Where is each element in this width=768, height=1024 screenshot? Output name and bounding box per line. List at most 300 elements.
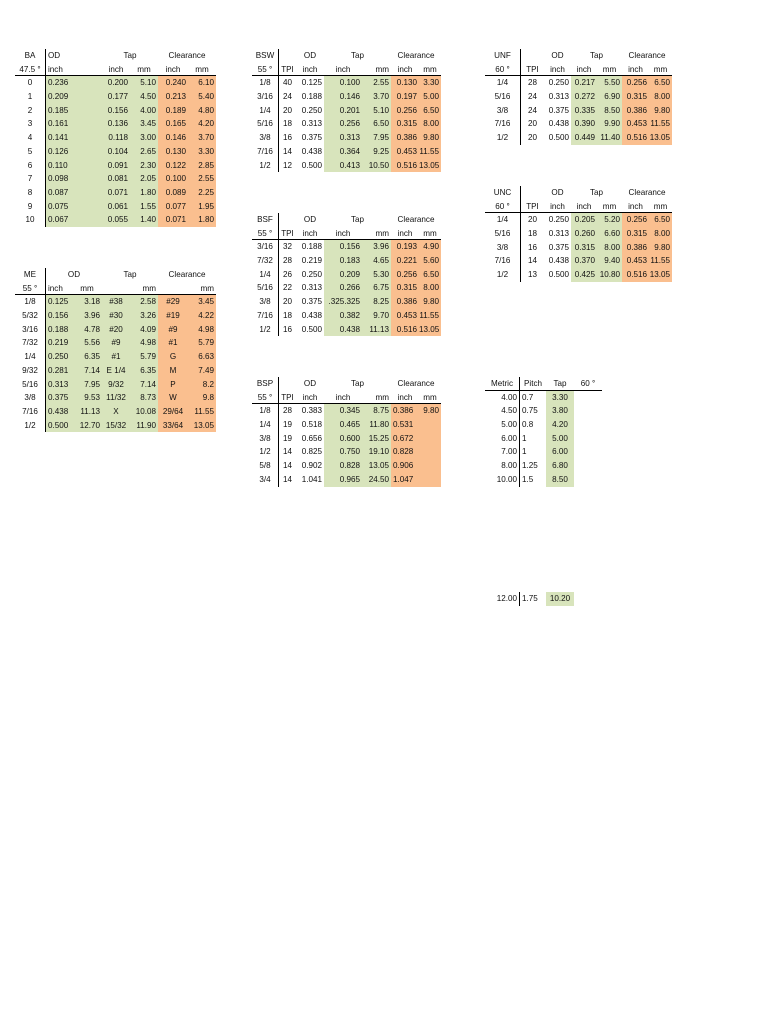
table-cell: 0.516 xyxy=(391,159,419,173)
table-cell: 0.750 xyxy=(324,445,362,459)
table-cell: 0.390 xyxy=(571,117,597,131)
header-tap: Tap xyxy=(589,188,604,197)
table-cell: 1.047 xyxy=(391,473,419,487)
table-cell: 1.55 xyxy=(130,200,158,214)
table-cell: 5.79 xyxy=(188,336,216,350)
table-cell: 9.80 xyxy=(649,241,672,255)
table-cell: 0.185 xyxy=(45,104,102,118)
subheader-mm: mm xyxy=(130,63,158,77)
table-cell: 2.58 xyxy=(130,295,158,309)
table-row xyxy=(485,76,672,90)
subheader-row xyxy=(485,200,672,214)
header-bsw: BSW xyxy=(255,51,275,60)
table-cell: 24 xyxy=(520,104,544,118)
table-cell: 5.10 xyxy=(130,76,158,90)
table-cell: 0.188 xyxy=(45,323,72,337)
table-cell: 0.177 xyxy=(102,90,130,104)
table-cell: 7 xyxy=(27,174,33,184)
table-cell: 4.20 xyxy=(188,117,216,131)
header-blank xyxy=(278,49,296,63)
subheader-tpi: TPI xyxy=(278,391,296,405)
table-cell: 5/16 xyxy=(22,379,38,389)
table-cell: 0.089 xyxy=(158,186,188,200)
table-cell: 7/16 xyxy=(494,256,511,266)
table-cell: #1 xyxy=(158,336,188,350)
table-cell: 10.50 xyxy=(362,159,391,173)
table-row xyxy=(252,323,441,337)
table-cell: 11/32 xyxy=(102,391,130,405)
table-cell: 0.500 xyxy=(301,160,322,170)
table-row xyxy=(15,104,216,118)
table-row xyxy=(485,131,672,145)
header-blank xyxy=(520,49,544,63)
table-cell: 5.00 xyxy=(501,420,517,430)
table-row xyxy=(485,117,672,131)
table-cell: 3/8 xyxy=(259,297,271,307)
header-tap: Tap xyxy=(123,270,137,279)
table-cell: 3.45 xyxy=(188,295,216,309)
table-cell: 0.250 xyxy=(301,269,322,279)
subheader-tpi: TPI xyxy=(520,63,544,77)
table-cell: 0.449 xyxy=(571,131,597,145)
table-cell: 0.136 xyxy=(102,117,130,131)
table-cell: 5.20 xyxy=(597,213,622,227)
table-cell: 2.30 xyxy=(130,159,158,173)
subheader-mm: mm xyxy=(362,227,391,241)
table-cell: 10.00 xyxy=(496,474,517,484)
table-cell: #1 xyxy=(102,350,130,364)
header-tap: Tap xyxy=(350,215,365,224)
table-cell: 12 xyxy=(278,159,296,173)
table-cell: 0.061 xyxy=(102,200,130,214)
subheader-inch: inch xyxy=(324,227,362,241)
table-cell: 1 xyxy=(27,92,33,102)
table-row xyxy=(485,432,602,446)
table-row xyxy=(485,268,672,282)
table-cell: 0.313 xyxy=(301,119,322,129)
table-row xyxy=(485,445,602,459)
header-blank xyxy=(278,377,296,391)
header-unf: UNF xyxy=(494,51,511,60)
table-cell: 1/4 xyxy=(496,78,509,88)
table-row xyxy=(485,391,602,405)
table-cell: 1/8 xyxy=(24,297,36,307)
table-cell: 2.55 xyxy=(188,172,216,186)
table-cell: 5.00 xyxy=(419,90,441,104)
header-od: OD xyxy=(45,268,102,282)
header-row xyxy=(252,213,441,227)
table-cell: 0.375 xyxy=(548,242,569,252)
header-bsf: BSF xyxy=(257,215,273,224)
subheader-blank xyxy=(158,282,188,296)
table-cell: 13.05 xyxy=(419,159,441,173)
table-cell: 1/4 xyxy=(259,420,271,430)
table-cell: 6.63 xyxy=(188,350,216,364)
bsw-thread-table xyxy=(252,49,441,172)
table-cell: 8.50 xyxy=(546,473,574,487)
table-cell: 0.077 xyxy=(158,200,188,214)
subheader-row xyxy=(252,63,441,77)
subheader-row xyxy=(15,63,216,77)
table-cell: 7/32 xyxy=(257,256,273,266)
subheader-tpi: TPI xyxy=(278,63,296,77)
table-cell: 0.370 xyxy=(571,254,597,268)
table-cell: 7.14 xyxy=(72,364,102,378)
table-cell: 3/16 xyxy=(22,324,38,334)
table-cell: 0.315 xyxy=(391,281,419,295)
table-cell: 9.90 xyxy=(597,117,622,131)
table-cell: 8.00 xyxy=(419,281,441,295)
table-row xyxy=(15,213,216,227)
table-cell: 13.05 xyxy=(649,131,672,145)
table-cell: 12.70 xyxy=(72,419,102,433)
table-cell: 0.188 xyxy=(301,92,322,102)
table-cell: 3.45 xyxy=(130,117,158,131)
table-cell: 0.240 xyxy=(158,76,188,90)
table-row xyxy=(15,145,216,159)
table-cell: 6.50 xyxy=(419,268,441,282)
table-cell: 32 xyxy=(278,240,296,254)
table-row xyxy=(252,131,441,145)
table-cell: 29/64 xyxy=(158,405,188,419)
table-cell: 0.315 xyxy=(622,227,649,241)
header-od: OD xyxy=(551,188,564,197)
table-cell: 0.375 xyxy=(45,391,72,405)
header-blank xyxy=(520,186,544,200)
header-clearance: Clearance xyxy=(397,51,435,60)
table-cell: 9 xyxy=(27,201,33,211)
table-cell: 0.130 xyxy=(391,76,419,90)
table-cell: 0.438 xyxy=(548,256,569,266)
subheader-inch: inch xyxy=(544,200,571,214)
table-cell: 0.125 xyxy=(301,78,322,88)
table-cell: 5.50 xyxy=(597,76,622,90)
subheader-mm: mm xyxy=(419,227,441,241)
table-cell: 0.386 xyxy=(391,404,419,418)
table-cell: 3.70 xyxy=(188,131,216,145)
table-cell: 0.100 xyxy=(158,172,188,186)
table-cell: 1/4 xyxy=(24,352,36,362)
table-cell: 0 xyxy=(27,78,33,88)
subheader-inch: inch xyxy=(571,63,597,77)
table-row xyxy=(15,309,216,323)
table-cell: 0.906 xyxy=(391,459,419,473)
table-cell: 7.95 xyxy=(362,131,391,145)
table-row xyxy=(15,364,216,378)
table-row xyxy=(15,323,216,337)
table-cell: 15.25 xyxy=(362,432,391,446)
table-cell: 0.110 xyxy=(45,159,102,173)
subheader-60: 60 ° xyxy=(485,63,520,77)
table-cell: 0.375 xyxy=(301,133,322,143)
subheader-blank xyxy=(102,282,130,296)
table-cell: 11.55 xyxy=(188,405,216,419)
subheader-inch: inch xyxy=(324,391,362,405)
table-cell: 24.50 xyxy=(362,473,391,487)
table-cell: 0.219 xyxy=(301,256,322,266)
table-cell: 0.531 xyxy=(391,418,419,432)
table-cell: 0.205 xyxy=(571,213,597,227)
table-cell: 0.250 xyxy=(548,215,569,225)
table-cell: 0.189 xyxy=(158,104,188,118)
table-cell: 0.313 xyxy=(324,131,362,145)
subheader-55: 55 ° xyxy=(252,227,278,241)
table-cell: .325.325 xyxy=(324,295,362,309)
table-row xyxy=(485,473,602,487)
table-cell: 2.05 xyxy=(130,172,158,186)
table-cell: 3.30 xyxy=(419,76,441,90)
table-cell: 8.73 xyxy=(130,391,158,405)
table-cell: 0.100 xyxy=(324,76,362,90)
table-cell: 0.386 xyxy=(391,131,419,145)
table-cell: 3/8 xyxy=(259,433,271,443)
subheader-mm: mm xyxy=(130,282,158,296)
table-cell: 0.091 xyxy=(102,159,130,173)
subheader-55: 55 ° xyxy=(252,391,278,405)
table-cell: 0.965 xyxy=(324,473,362,487)
table-cell: 5.10 xyxy=(362,104,391,118)
table-cell: 16 xyxy=(278,131,296,145)
table-cell: 0.250 xyxy=(45,350,72,364)
subheader-55: 55 ° xyxy=(15,282,45,296)
table-cell: 3.18 xyxy=(72,295,102,309)
table-cell: 0.828 xyxy=(391,445,419,459)
table-cell: 0.313 xyxy=(301,283,322,293)
subheader-mm: mm xyxy=(72,282,102,296)
table-cell: 5/16 xyxy=(494,229,511,239)
table-cell: 0.8 xyxy=(519,418,546,432)
table-cell: 11.55 xyxy=(419,309,441,323)
table-cell: 20 xyxy=(520,117,544,131)
table-cell: 0.104 xyxy=(102,145,130,159)
table-row xyxy=(485,592,574,606)
ba-thread-table xyxy=(15,49,216,227)
table-cell: 0.200 xyxy=(102,76,130,90)
table-cell: 0.256 xyxy=(622,76,649,90)
table-cell: 5.60 xyxy=(419,254,441,268)
header-row xyxy=(15,268,216,282)
table-row xyxy=(15,378,216,392)
table-cell: #19 xyxy=(158,309,188,323)
subheader-mm: mm xyxy=(419,63,441,77)
table-cell: 9.80 xyxy=(419,295,441,309)
table-cell: 0.098 xyxy=(45,172,102,186)
table-cell: 0.382 xyxy=(324,309,362,323)
header-clearance: Clearance xyxy=(168,51,206,60)
table-cell: 9.70 xyxy=(362,309,391,323)
table-cell: 0.260 xyxy=(571,227,597,241)
table-cell: 0.146 xyxy=(158,131,188,145)
table-cell: 0.364 xyxy=(324,145,362,159)
table-cell: #29 xyxy=(158,295,188,309)
table-cell: 20 xyxy=(278,104,296,118)
subheader-mm: mm xyxy=(649,63,672,77)
table-row xyxy=(15,90,216,104)
table-cell: 0.256 xyxy=(622,213,649,227)
subheader-inch: inch xyxy=(622,63,649,77)
table-cell: 0.067 xyxy=(45,213,102,227)
table-cell: 0.201 xyxy=(324,104,362,118)
subheader-row xyxy=(252,391,441,405)
table-cell: 0.335 xyxy=(571,104,597,118)
table-cell: 0.313 xyxy=(548,229,569,239)
subheader-mm: mm xyxy=(597,63,622,77)
table-cell: 0.453 xyxy=(622,254,649,268)
header-clearance: Clearance xyxy=(628,51,666,60)
table-cell: G xyxy=(158,350,188,364)
table-cell: 7.14 xyxy=(130,378,158,392)
table-cell: 0.453 xyxy=(622,117,649,131)
table-cell: 1.5 xyxy=(519,473,546,487)
table-cell: 1/2 xyxy=(259,324,271,334)
table-cell: 0.071 xyxy=(102,186,130,200)
table-cell: 0.272 xyxy=(571,90,597,104)
table-cell: 3.96 xyxy=(72,309,102,323)
table-row xyxy=(15,295,216,309)
table-cell: 18 xyxy=(278,309,296,323)
header-row xyxy=(252,49,441,63)
table-cell: 10 xyxy=(25,215,35,225)
table-cell: 0.672 xyxy=(391,432,419,446)
table-cell: 0.500 xyxy=(548,133,569,143)
table-cell: 1/8 xyxy=(259,78,271,88)
subheader-mm: mm xyxy=(362,391,391,405)
table-cell: 6 xyxy=(27,160,33,170)
subheader-tpi: TPI xyxy=(520,200,544,214)
table-cell: 33/64 xyxy=(158,419,188,433)
table-row xyxy=(252,432,441,446)
table-cell: 1.40 xyxy=(130,213,158,227)
table-cell: 0.516 xyxy=(622,131,649,145)
table-cell: 0.438 xyxy=(324,323,362,337)
subheader-inch: inch xyxy=(324,63,362,77)
subheader-tpi: TPI xyxy=(278,227,296,241)
table-cell: 6.00 xyxy=(501,433,517,443)
table-cell: 7.49 xyxy=(188,364,216,378)
table-cell: E 1/4 xyxy=(102,364,130,378)
table-cell: 9.80 xyxy=(419,131,441,145)
subheader-inch: inch xyxy=(45,63,102,77)
table-cell: 20 xyxy=(278,295,296,309)
table-cell: 4.09 xyxy=(130,323,158,337)
table-cell: 0.902 xyxy=(301,461,322,471)
table-row xyxy=(485,254,672,268)
table-cell: #9 xyxy=(158,323,188,337)
table-cell: 0.236 xyxy=(45,76,102,90)
table-cell: 0.125 xyxy=(45,295,72,309)
table-cell: 13 xyxy=(520,268,544,282)
table-cell: 8.2 xyxy=(188,378,216,392)
header-tap: Tap xyxy=(350,379,365,388)
header-row xyxy=(485,49,672,63)
table-cell: 5.79 xyxy=(130,350,158,364)
table-cell: 8.75 xyxy=(362,404,391,418)
subheader-inch: inch xyxy=(102,63,130,77)
table-row xyxy=(252,104,441,118)
table-cell: 5/32 xyxy=(22,311,38,321)
table-cell: 1.80 xyxy=(130,186,158,200)
table-cell: 6.00 xyxy=(546,445,574,459)
table-cell: 4.65 xyxy=(362,254,391,268)
header-od: OD xyxy=(303,51,317,60)
table-cell: 14 xyxy=(278,459,296,473)
table-cell: 0.209 xyxy=(324,268,362,282)
table-cell: 0.126 xyxy=(45,145,102,159)
subheader-inch: inch xyxy=(544,63,571,77)
metric-extra-row-block xyxy=(485,592,574,606)
table-cell: P xyxy=(158,378,188,392)
table-cell: 8.00 xyxy=(501,461,517,471)
table-cell: 0.219 xyxy=(45,336,72,350)
bsp-thread-table xyxy=(252,377,441,487)
table-cell: 8.25 xyxy=(362,295,391,309)
table-cell: 8.00 xyxy=(597,241,622,255)
table-cell: 1.80 xyxy=(188,213,216,227)
table-cell: 0.256 xyxy=(391,104,419,118)
header-60: 60 ° xyxy=(574,377,602,391)
table-cell: 0.600 xyxy=(324,432,362,446)
bsf-thread-table xyxy=(252,213,441,336)
table-cell: 0.516 xyxy=(622,268,649,282)
header-unc: UNC xyxy=(493,188,512,197)
table-cell: 0.75 xyxy=(519,404,546,418)
table-cell: 1 xyxy=(519,432,546,446)
table-cell: 3/8 xyxy=(496,105,509,115)
table-cell: 13.05 xyxy=(362,459,391,473)
table-cell xyxy=(419,432,441,446)
table-cell: 3.80 xyxy=(546,404,574,418)
table-cell: 3/16 xyxy=(257,92,273,102)
table-cell: 0.161 xyxy=(45,117,102,131)
table-cell: 5.30 xyxy=(362,268,391,282)
table-cell: 4.50 xyxy=(501,406,517,416)
table-cell: 0.281 xyxy=(45,364,72,378)
table-cell: 11.55 xyxy=(419,145,441,159)
table-cell: 7/32 xyxy=(22,338,38,348)
table-cell: 0.193 xyxy=(391,240,419,254)
table-cell: 5/16 xyxy=(494,92,511,102)
table-cell: 10.80 xyxy=(597,268,622,282)
table-cell: 3.30 xyxy=(546,391,574,405)
table-cell: 3/4 xyxy=(259,474,271,484)
table-cell: 4.50 xyxy=(130,90,158,104)
table-cell: 6.50 xyxy=(649,76,672,90)
table-cell: 4.80 xyxy=(188,104,216,118)
table-cell: 0.315 xyxy=(391,117,419,131)
table-cell: 0.438 xyxy=(548,119,569,129)
table-row xyxy=(15,186,216,200)
subheader-mm: mm xyxy=(188,282,216,296)
table-cell: 4.98 xyxy=(188,323,216,337)
table-cell: 10.08 xyxy=(130,405,158,419)
header-tap: Tap xyxy=(546,377,574,391)
table-cell: 1.95 xyxy=(188,200,216,214)
table-cell: 0.183 xyxy=(324,254,362,268)
table-row xyxy=(15,391,216,405)
table-cell: 0.209 xyxy=(45,90,102,104)
table-cell: X xyxy=(102,405,130,419)
header-pitch: Pitch xyxy=(519,377,546,391)
table-cell: 0.313 xyxy=(45,378,72,392)
table-row xyxy=(252,295,441,309)
subheader-mm: mm xyxy=(649,200,672,214)
table-cell: #9 xyxy=(102,336,130,350)
table-cell: 14 xyxy=(278,473,296,487)
table-cell: 24 xyxy=(278,90,296,104)
table-cell: 7.95 xyxy=(72,378,102,392)
table-cell: 11.40 xyxy=(597,131,622,145)
table-row xyxy=(15,117,216,131)
